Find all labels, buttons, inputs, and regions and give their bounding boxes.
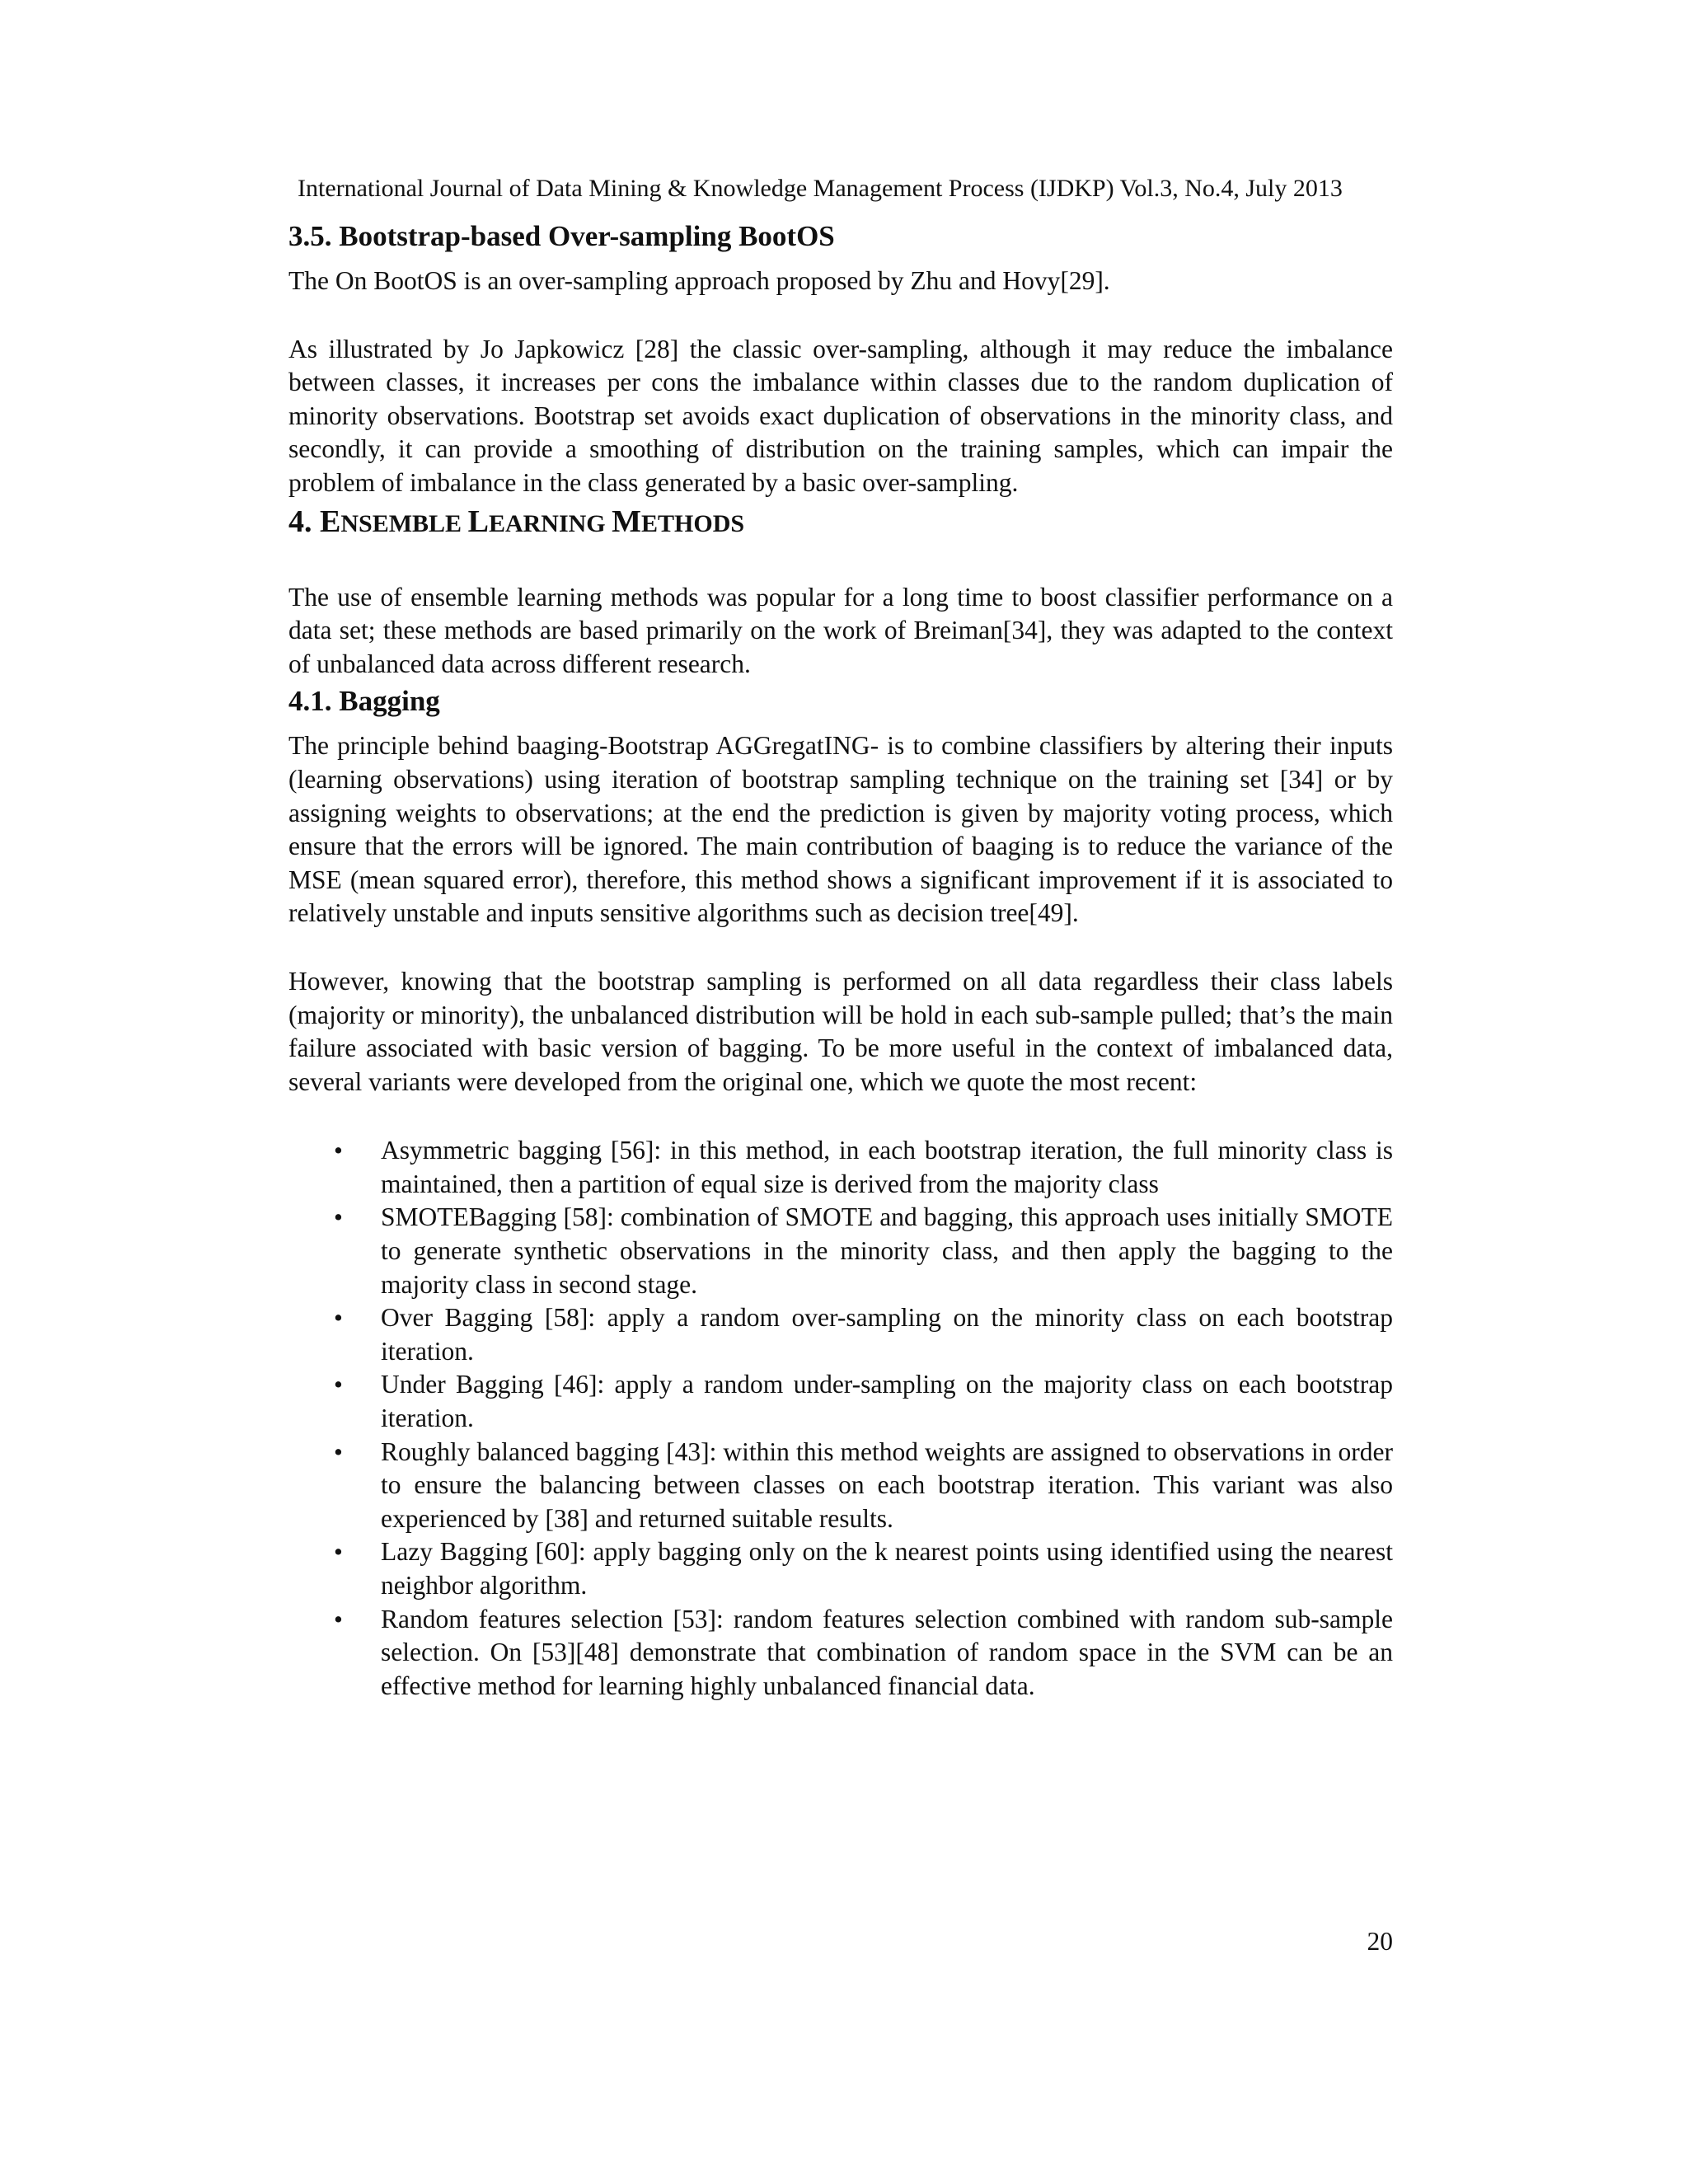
page-content — [288, 216, 1393, 1703]
section-3-5-heading: 3.5. Bootstrap-based Over-sampling BootOS — [288, 220, 835, 252]
list-item — [288, 1535, 1393, 1602]
section-4-number: 4. — [288, 504, 320, 539]
bullet-icon: • — [334, 1136, 343, 1165]
heading-word-ensemble: ENSEMBLE — [320, 504, 468, 539]
section-4-1-paragraph-2: However, knowing that the bootstrap sampling is performed on all data regardless their class labels (majority or minority), the unbalanced distribution will be hold in each sub-sample pulled; that’s the main failure associated with basic version of bagging. To be more useful in the context of imbalanced data, several variants were developed from the original one, which we quote the most recent: — [288, 966, 1393, 1096]
list-item-text: Under Bagging [46]: apply a random under-sampling on the majority class on each bootstrap iteration. — [381, 1370, 1393, 1433]
bagging-variants-list — [288, 1134, 1393, 1703]
list-item-text: Roughly balanced bagging [43]: within this method weights are assigned to observations in order to ensure the balancing between classes on each bootstrap iteration. This variant was also experienced by [38] and returned suitable results. — [381, 1436, 1393, 1533]
bullet-icon: • — [334, 1436, 343, 1466]
list-item — [288, 1134, 1393, 1201]
bullet-icon: • — [334, 1604, 343, 1633]
section-4-paragraph: The use of ensemble learning methods was popular for a long time to boost classifier performance on a data set; these methods are based primarily on the work of Breiman[34], they was adapted to the context of unbalanced data across different research. — [288, 582, 1393, 678]
list-item-text: Random features selection [53]: random features selection combined with random sub-sample selection. On [53][48] demonstrate that combination of random space in the SVM can be an effective method for learning highly unbalanced financial data. — [381, 1604, 1393, 1700]
page-number: 20 — [1367, 1927, 1393, 1956]
list-item — [288, 1368, 1393, 1435]
list-item — [288, 1201, 1393, 1301]
section-4-1-paragraph-1: The principle behind baaging-Bootstrap AGGregatING- is to combine classifiers by altering their inputs (learning observations) using iteration of bootstrap sampling technique on the training set [34] or by assigning weights to observations; at the end the prediction is given by majority voting process, which ensure that the errors will be ignored. The main contribution of baaging is to reduce the variance of the MSE (mean squared error), therefore, this method shows a significant improvement if it is associated to relatively unstable and inputs sensitive algorithms such as decision tree[49]. — [288, 731, 1393, 928]
bullet-icon: • — [334, 1537, 343, 1567]
list-item — [288, 1603, 1393, 1704]
list-item-text: SMOTEBagging [58]: combination of SMOTE and bagging, this approach uses initially SMOTE to generate synthetic observations in the minority class, and then apply the bagging to the majority class in second stage. — [381, 1202, 1393, 1299]
section-3-5-paragraph-2: As illustrated by Jo Japkowicz [28] the classic over-sampling, although it may reduce the imbalance between classes, it increases per cons the imbalance within classes due to the random duplication of minority observations. Bootstrap set avoids exact duplication of observations in the minority class, and secondly, it can provide a smoothing of distribution on the training samples, which can impair the problem of imbalance in the class generated by a basic over-sampling. — [288, 334, 1393, 497]
bullet-icon: • — [334, 1202, 343, 1232]
running-header: International Journal of Data Mining & Knowledge Management Process (IJDKP) Vol.3, No.4, July 2013 — [298, 175, 1343, 202]
bullet-icon: • — [334, 1303, 343, 1333]
list-item-text: Asymmetric bagging [56]: in this method, in each bootstrap iteration, the full minority class is maintained, then a partition of equal size is derived from the majority class — [381, 1136, 1393, 1198]
section-4-heading — [288, 500, 1393, 546]
heading-word-methods: METHODS — [612, 504, 745, 539]
section-4-1-heading: 4.1. Bagging — [288, 685, 440, 718]
list-item — [288, 1301, 1393, 1368]
list-item-text: Lazy Bagging [60]: apply bagging only on the k nearest points using identified using the nearest neighbor algorithm. — [381, 1537, 1393, 1600]
bullet-icon: • — [334, 1370, 343, 1399]
list-item-text: Over Bagging [58]: apply a random over-sampling on the minority class on each bootstrap iteration. — [381, 1303, 1393, 1366]
list-item — [288, 1436, 1393, 1536]
heading-word-learning: LEARNING — [467, 504, 612, 539]
section-3-5-paragraph-1: The On BootOS is an over-sampling approach proposed by Zhu and Hovy[29]. — [288, 266, 1110, 295]
